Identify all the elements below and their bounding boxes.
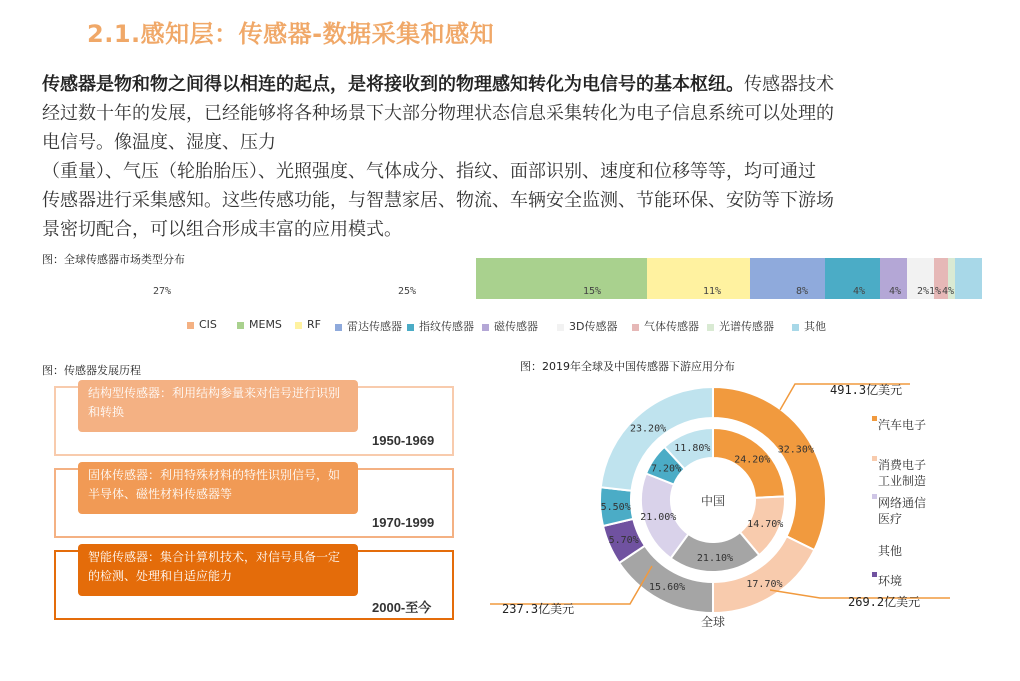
history-stage-period: 1970-1999 (372, 515, 435, 530)
donut-value-label: 32.30% (777, 444, 814, 456)
callout-top: 491.3亿美元 (830, 383, 903, 397)
legend-swatch (295, 322, 302, 329)
donut-legend-label: 消费电子 (878, 458, 927, 472)
bar-value-label: 2% (916, 286, 930, 297)
bar-value-label: 11% (702, 286, 722, 297)
intro-line6: 景密切配合，可以组合形成丰富的应用模式。 (42, 219, 402, 240)
donut-center-label: 中国 (700, 494, 726, 508)
intro-bold: 传感器是物和物之间得以相连的起点，是将接收到的物理感知转化为电信号的基本枢纽。 (42, 74, 744, 95)
bar-legend-item (237, 318, 282, 331)
donut-legend-label: 环境 (878, 574, 903, 588)
donut-legend-swatch (872, 572, 877, 577)
legend-swatch (707, 324, 714, 331)
market-type-bar-chart (42, 258, 987, 348)
donut-legend-label: 其他 (878, 544, 903, 558)
bar-legend-item (557, 318, 617, 334)
history-timeline (42, 380, 472, 620)
bar-value-label: 15% (582, 286, 602, 297)
intro-line5: 传感器进行采集感知。这些传感功能，与智慧家居、物流、车辆安全监测、节能环保、安防等下游场 (42, 190, 834, 211)
legend-label: 磁传感器 (494, 320, 538, 333)
intro-line1-rest: 传感器技术 (744, 74, 834, 95)
history-stage-period: 1950-1969 (372, 433, 435, 448)
bar-chart-caption: 图：全球传感器市场类型分布 (42, 253, 185, 266)
donut-legend-swatch (872, 416, 877, 421)
donut-legend-label: 工业制造 (878, 474, 927, 488)
bar-value-label: 4% (852, 286, 866, 297)
legend-label: 其他 (804, 320, 826, 333)
donut-value-label: 24.20% (734, 454, 771, 466)
intro-line4: （重量）、气压（轮胎胎压）、光照强度、气体成分、指纹、面部识别、速度和位移等等，均可通过 (42, 161, 816, 182)
history-caption: 图：传感器发展历程 (42, 364, 141, 377)
bar-legend-item (632, 318, 699, 334)
donut-outer-label: 全球 (700, 615, 726, 629)
bar-legend-item (407, 318, 474, 334)
legend-swatch (187, 322, 194, 329)
callout-right: 269.2亿美元 (848, 595, 921, 609)
bar-legend-item (707, 318, 774, 334)
bar-legend-item (482, 318, 538, 334)
donut-legend-swatch (872, 494, 877, 499)
donut-value-label: 7.20% (651, 463, 682, 475)
history-stage-text: 结构型传感器：利用结构参量来对信号进行识别和转换 (78, 380, 358, 432)
intro-paragraph (42, 70, 992, 244)
donut-value-label: 11.80% (674, 442, 711, 454)
donut-value-label: 21.10% (696, 552, 734, 564)
intro-line2: 经过数十年的发展，已经能够将各种场景下大部分物理状态信息采集转化为电子信息系统可以处理的 (42, 103, 834, 124)
legend-swatch (482, 324, 489, 331)
legend-swatch (335, 324, 342, 331)
legend-label: RF (307, 318, 321, 331)
donut-value-label: 5.50% (600, 501, 631, 513)
legend-label: MEMS (249, 318, 282, 331)
donut-value-label: 15.60% (649, 582, 686, 594)
donut-legend-swatch (872, 456, 877, 461)
bar-value-label: 25% (397, 286, 417, 297)
intro-line3: 电信号。像温度、湿度、压力 (42, 132, 276, 153)
bar-value-label: 1% (928, 286, 942, 297)
legend-swatch (407, 324, 414, 331)
donut-value-label: 21.00% (640, 511, 677, 523)
donut-caption: 图：2019年全球及中国传感器下游应用分布 (520, 360, 735, 373)
bar-value-label: 4% (888, 286, 902, 297)
donut-legend-label: 网络通信 (878, 496, 927, 510)
bar-legend (187, 318, 987, 334)
legend-swatch (557, 324, 564, 331)
donut-value-label: 17.70% (746, 578, 783, 590)
bar-value-label: 4% (941, 286, 955, 297)
legend-label: CIS (199, 318, 217, 331)
bar-value-label: 27% (152, 286, 172, 297)
history-stage-period: 2000-至今 (372, 600, 432, 615)
donut-value-label: 14.70% (747, 518, 784, 530)
donut-value-label: 5.70% (608, 535, 639, 547)
donut-chart (480, 370, 1000, 640)
bar-legend-item (335, 318, 402, 334)
legend-label: 气体传感器 (644, 320, 699, 333)
legend-swatch (237, 322, 244, 329)
bar-legend-item (187, 318, 217, 331)
legend-label: 指纹传感器 (419, 320, 474, 333)
history-stage-text: 固体传感器：利用特殊材料的特性识别信号，如半导体、磁性材料传感器等 (78, 462, 358, 514)
bar-legend-item (295, 318, 321, 331)
bar-legend-item (792, 318, 826, 334)
donut-legend-label: 医疗 (878, 512, 903, 526)
history-stage-text: 智能传感器：集合计算机技术，对信号具备一定的检测、处理和自适应能力 (78, 544, 358, 596)
legend-swatch (792, 324, 799, 331)
legend-label: 光谱传感器 (719, 320, 774, 333)
page-title: 2.1.感知层：传感器-数据采集和感知 (87, 20, 495, 48)
donut-value-label: 23.20% (630, 423, 667, 435)
callout-left: 237.3亿美元 (502, 602, 575, 616)
legend-swatch (632, 324, 639, 331)
bar-value-labels (42, 286, 987, 300)
bar-value-label: 8% (795, 286, 809, 297)
donut-legend-label: 汽车电子 (878, 418, 927, 432)
legend-label: 雷达传感器 (347, 320, 402, 333)
legend-label: 3D传感器 (569, 320, 618, 333)
